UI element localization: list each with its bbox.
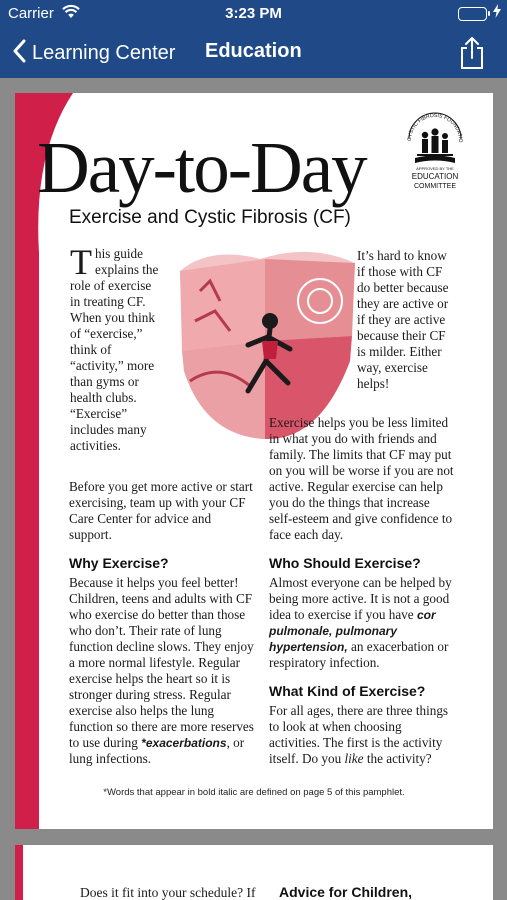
- runner-illustration: [170, 241, 360, 441]
- nav-title: Education: [205, 40, 302, 62]
- left-column-body: [69, 479, 254, 779]
- back-button[interactable]: [12, 39, 175, 68]
- clock: 3:23 PM: [225, 5, 282, 22]
- svg-text:COMMITTEE: COMMITTEE: [414, 183, 456, 190]
- right-column-body: [269, 415, 454, 779]
- svg-text:EDUCATION: EDUCATION: [411, 172, 459, 181]
- document-subtitle: Exercise and Cystic Fibrosis (CF): [69, 207, 351, 228]
- carrier-label: Carrier: [8, 5, 54, 22]
- who-should-text-2: an exacerbation or respiratory infection.: [269, 639, 449, 670]
- heading-who-should-exercise: Who Should Exercise?: [269, 555, 421, 571]
- paragraph-before-start: Before you get more active or start exercising, team up with your CF Care Center for advice and support.: [69, 479, 253, 542]
- page2-left-text: Does it fit into your schedule? If: [80, 885, 256, 900]
- battery-icon: [458, 7, 487, 21]
- paragraph-who-should: [269, 575, 454, 671]
- term-exacerbations: *exacerbations: [141, 736, 227, 750]
- navigation-bar: [0, 28, 507, 78]
- page2-right-heading: Advice for Children,: [279, 884, 413, 900]
- drop-cap: T: [70, 242, 92, 282]
- svg-text:CYSTIC FIBROSIS FOUNDATION: CYSTIC FIBROSIS FOUNDATIO: [406, 112, 464, 143]
- footnote: *Words that appear in bold italic are defined on page 5 of this pamphlet.: [103, 787, 405, 798]
- document-title: Day-to-Day: [37, 127, 366, 208]
- paragraph-what-kind: [269, 703, 454, 767]
- who-should-text-1: Almost everyone can be helped by being more active. It is not a good idea to exercise if you have: [269, 575, 452, 622]
- what-kind-text-1: For all ages, there are three things to look at when choosing activities. The first is the activity itself. Do you: [269, 703, 449, 766]
- document-page-1[interactable]: [15, 93, 493, 829]
- red-side-stripe-2: [15, 845, 23, 900]
- svg-text:APPROVED BY THE: APPROVED BY THE: [416, 166, 454, 171]
- why-exercise-text-1: Because it helps you feel better! Children, teens and adults with CF who exercise do better than those who don’t. Their rate of lung function decline slows. They enjoy a more normal lifestyle. Regular exercise helps the heart so it is stronger during stress. Regular exercise also helps the lung function so there are more reserves to use during: [69, 575, 254, 750]
- back-button-label: Learning Center: [32, 42, 176, 64]
- heading-why-exercise: Why Exercise?: [69, 555, 169, 571]
- cf-foundation-logo: [403, 111, 467, 191]
- paragraph-hard-to-know: It’s hard to know if those with CF do better because they are active or if they are active because their CF is milder. Either way, exercise helps!: [357, 248, 449, 391]
- paragraph-helps: Exercise helps you be less limited in what you do with friends and family. The limits that CF may put on you will be worse if you are not active. Regular exercise can help you do the things that increase self-esteem and give confidence to face each day.: [269, 415, 454, 542]
- why-exercise-text-2: , or lung infections.: [69, 735, 245, 766]
- chevron-left-icon: [12, 39, 26, 68]
- heading-what-kind: What Kind of Exercise?: [269, 683, 426, 699]
- term-cor-pulmonale: cor pulmonale, pulmonary hypertension,: [269, 608, 436, 654]
- document-page-2[interactable]: [15, 845, 493, 900]
- intro-paragraph: [70, 242, 160, 454]
- charging-icon: [493, 4, 501, 22]
- term-like: like: [344, 751, 364, 766]
- intro-text: his guide explains the role of exercise in treating CF. When you think of “exercise,” think of “activity,” more than gyms or health clubs. “Exercise” includes many activities.: [70, 246, 159, 453]
- what-kind-text-2: the activity?: [363, 751, 432, 766]
- status-bar: [0, 0, 507, 28]
- paragraph-why-exercise: [69, 575, 254, 767]
- share-icon[interactable]: [459, 36, 485, 75]
